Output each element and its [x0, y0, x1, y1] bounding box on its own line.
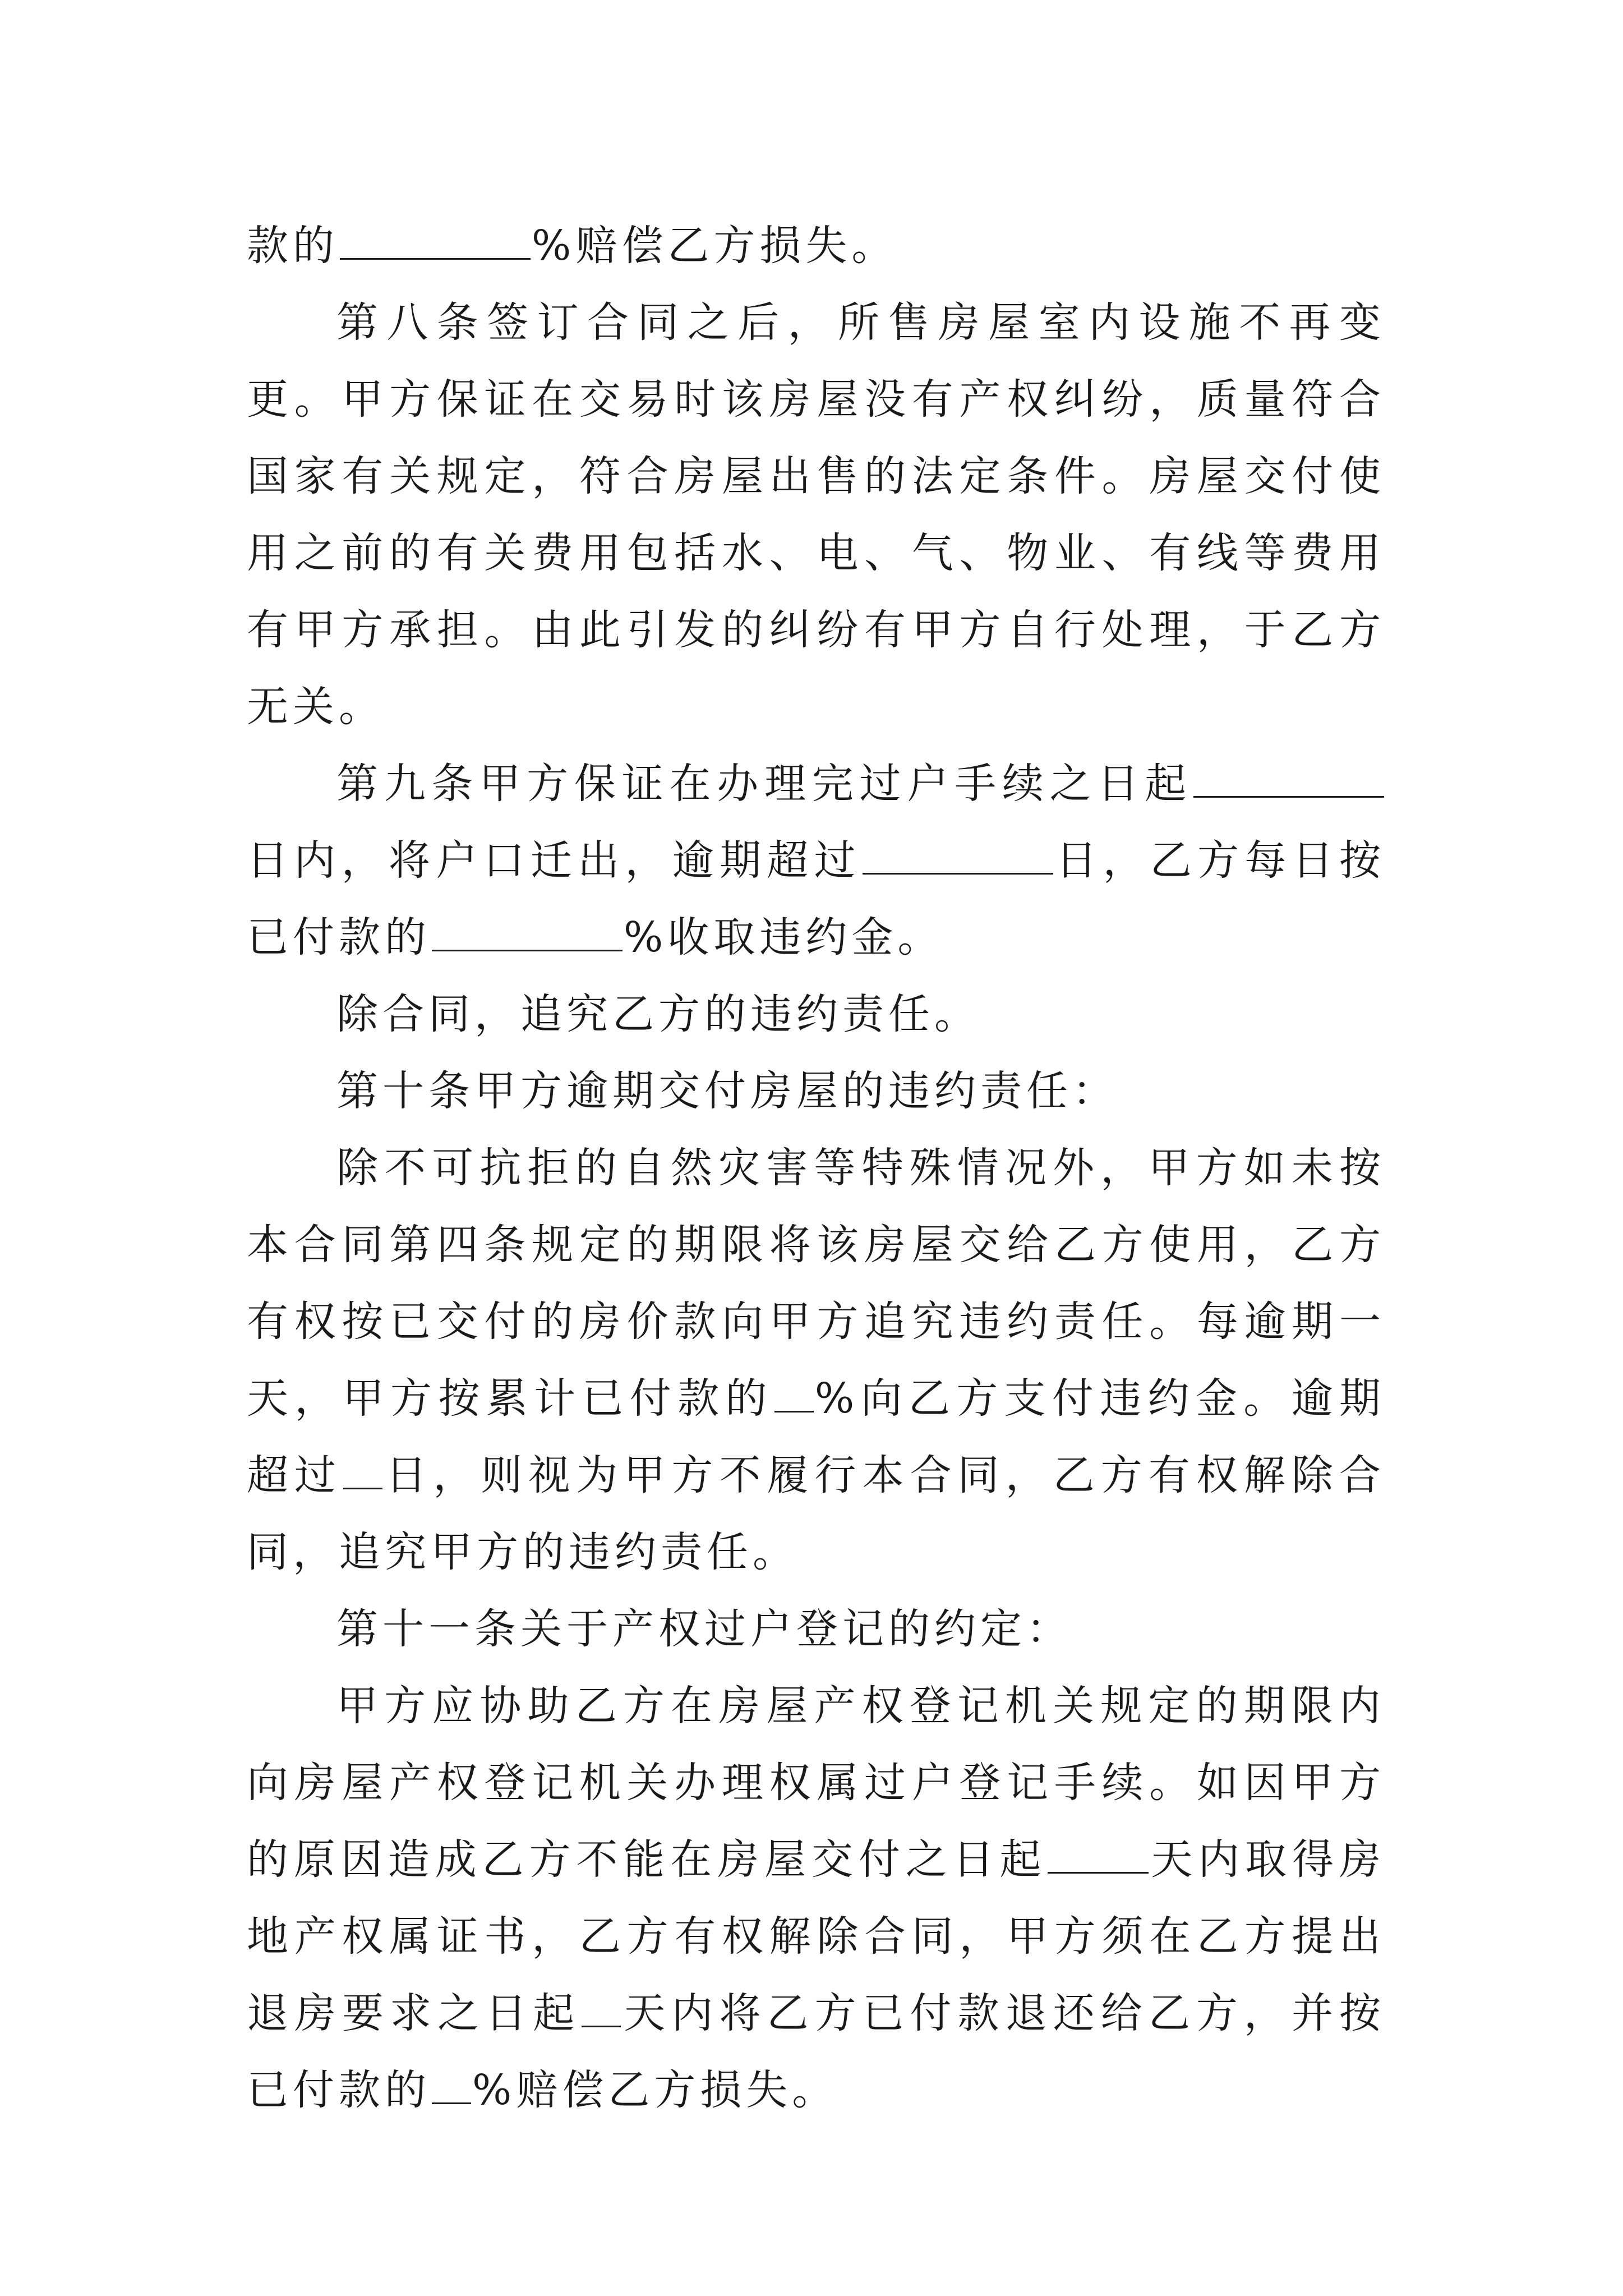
paragraph-text: 款的 — [247, 222, 339, 270]
paragraph-text: %收取违约金。 — [624, 913, 944, 961]
paragraph-text: %向乙方支付违约金。逾期超过 — [247, 1374, 1385, 1499]
paragraph-text: 日，乙方每日按已付款的 — [247, 836, 1386, 961]
fill-in-blank — [432, 910, 623, 951]
paragraph-text: 甲方应协助乙方在房屋产权登记机关规定的期限内向房屋产权登记机关办理权属过户登记手续。如因甲方的原因造成乙方不能在房屋交付之日起 — [247, 1682, 1385, 1884]
fill-in-blank — [582, 1986, 621, 2027]
fill-in-blank — [432, 2063, 471, 2104]
paragraph-rescind — [247, 976, 1385, 1053]
fill-in-blank — [1193, 757, 1384, 798]
paragraph-text: %赔偿乙方损失。 — [472, 2066, 838, 2114]
paragraph-text: 天内将乙方已付款退还给乙方，并按已付款的 — [247, 1989, 1386, 2114]
fill-in-blank — [774, 1372, 814, 1412]
paragraph-article-8 — [247, 284, 1385, 746]
paragraph-text: 日，则视为甲方不履行本合同，乙方有权解除合同，追究甲方的违约责任。 — [247, 1451, 1386, 1576]
fill-in-blank — [340, 219, 531, 260]
paragraph-text: 第八条签订合同之后，所售房屋室内设施不再变更。甲方保证在交易时该房屋没有产权纠纷，质量符合国家有关规定，符合房屋出售的法定条件。房屋交付使用之前的有关费用包括水、电、气、物业、有线等费用有甲方承担。由此引发的纠纷有甲方自行处理，于乙方无关。 — [247, 298, 1385, 731]
paragraph-article-10-body — [247, 1130, 1385, 1591]
paragraph-text: 除不可抗拒的自然灾害等特殊情况外，甲方如未按本合同第四条规定的期限将该房屋交给乙方使用，乙方有权按已交付的房价款向甲方追究违约责任。每逾期一天，甲方按累计已付款的 — [247, 1144, 1385, 1423]
paragraph-text: 天内取得房地产权属证书，乙方有权解除合同，甲方须在乙方提出退房要求之日起 — [247, 1835, 1385, 2037]
paragraph-text: 除合同，追究乙方的违约责任。 — [336, 990, 980, 1038]
paragraph-text: 日内，将户口迁出，逾期超过 — [247, 836, 861, 885]
contract-body — [247, 208, 1385, 2129]
paragraph-article-11-body — [247, 1668, 1385, 2129]
paragraph-article-9 — [247, 746, 1385, 976]
paragraph-text: %赔偿乙方损失。 — [532, 222, 898, 270]
paragraph-article-11-title — [247, 1591, 1385, 1668]
fill-in-blank — [1048, 1833, 1149, 1874]
fill-in-blank — [863, 834, 1053, 875]
paragraph-text: 第九条甲方保证在办理完过户手续之日起 — [336, 760, 1192, 808]
paragraph-text: 第十条甲方逾期交付房屋的违约责任： — [336, 1067, 1118, 1115]
paragraph-text: 第十一条关于产权过户登记的约定： — [336, 1605, 1072, 1653]
paragraph-cont-compensation — [247, 208, 1385, 284]
paragraph-article-10-title — [247, 1053, 1385, 1130]
fill-in-blank — [343, 1448, 382, 1489]
